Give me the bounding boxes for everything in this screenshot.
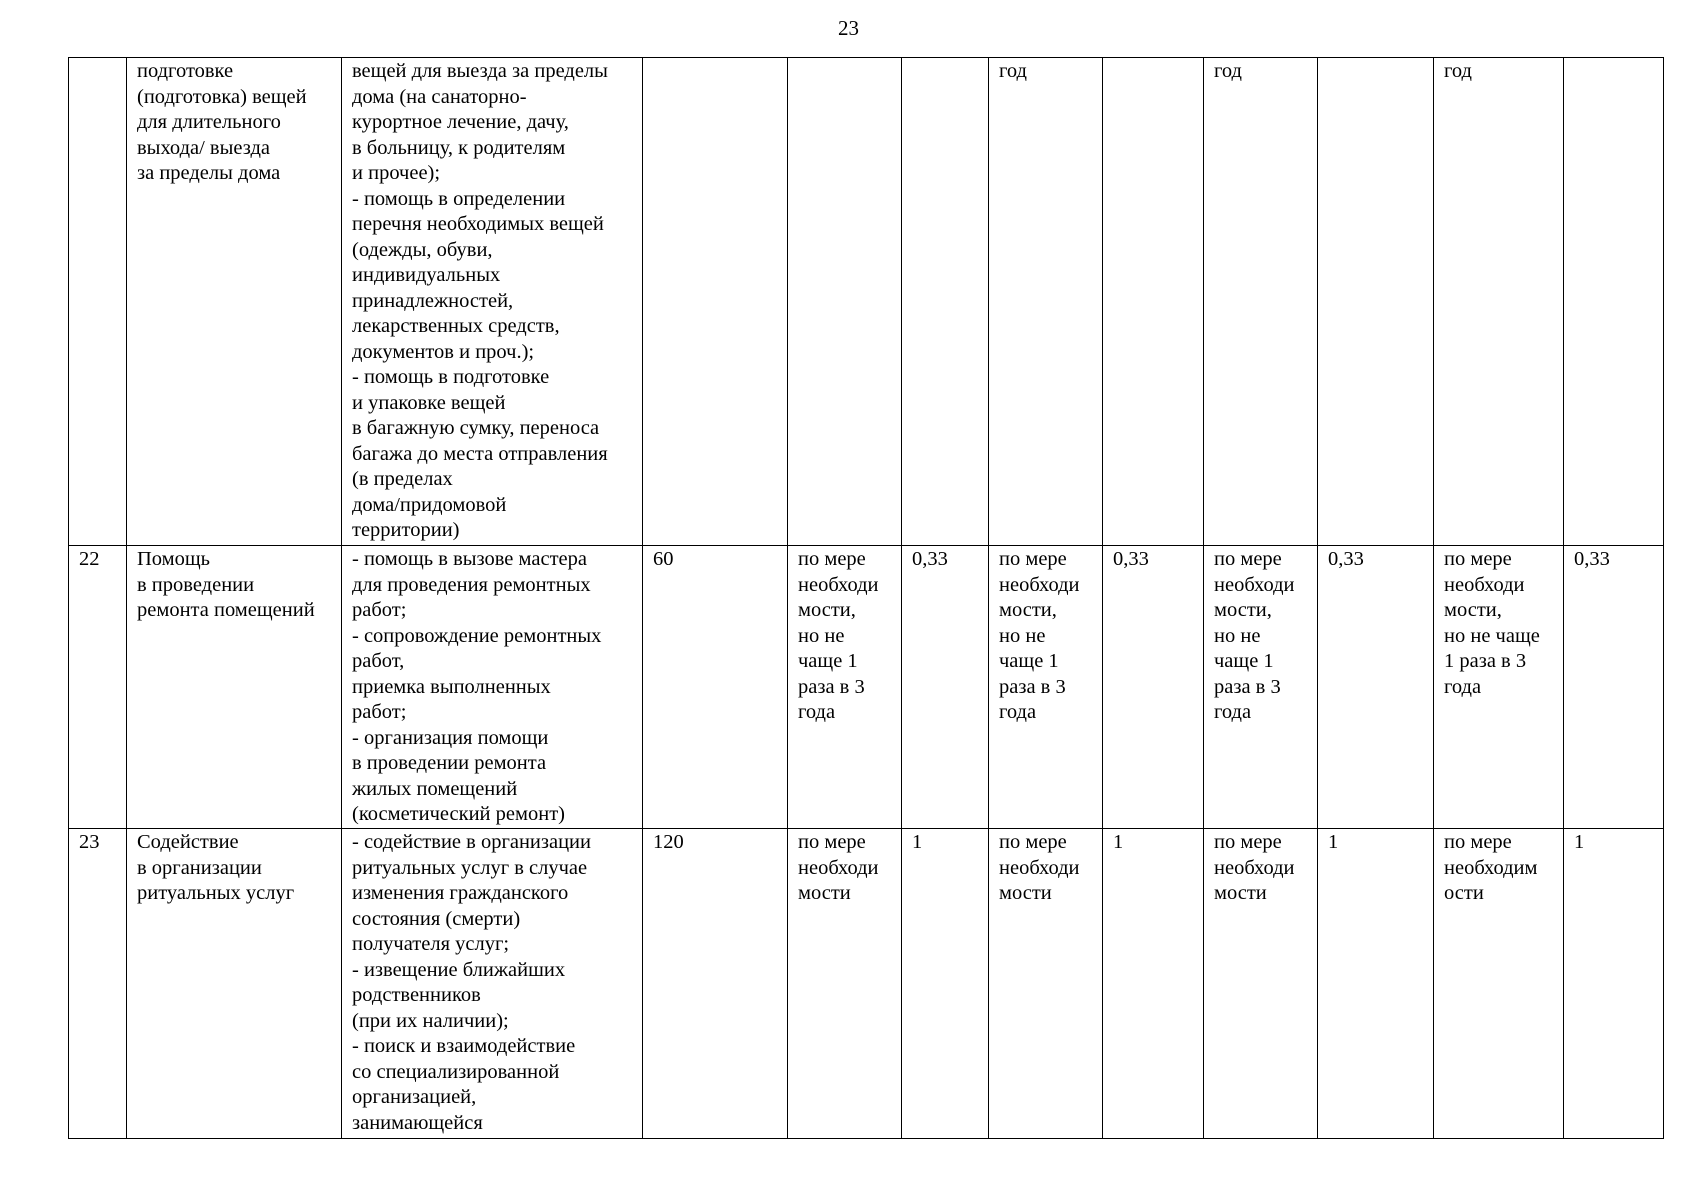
time-norm-cell: 60 [643,546,788,829]
quantity-cell: 0,33 [902,546,989,829]
quantity-cell [1564,58,1664,546]
frequency-cell: по мере необходи мости, но не чаще 1 раза в 3 года [989,546,1103,829]
quantity-cell: 1 [902,829,989,1139]
frequency-cell: по мере необходи мости [989,829,1103,1139]
row-number-cell: 23 [69,829,127,1139]
quantity-cell: 1 [1564,829,1664,1139]
frequency-cell: год [989,58,1103,546]
time-norm-cell: 120 [643,829,788,1139]
frequency-cell: по мере необходим ости [1434,829,1564,1139]
service-description-cell: - помощь в вызове мастера для проведения ремонтных работ; - сопровождение ремонтных работ, приемка выполненных работ; - организация помощи в проведении ремонта жилых помещений (косметический ремонт) [342,546,643,829]
services-table [68,57,1664,1139]
page-number: 23 [838,16,859,40]
frequency-cell [788,58,902,546]
service-description-cell: вещей для выезда за пределы дома (на санаторно- курортное лечение, дачу, в больницу, к родителям и прочее); - помощь в определении перечня необходимых вещей (одежды, обуви, индивидуальных принадлежностей, лекарственных средств, документов и проч.); - помощь в подготовке и упаковке вещей в багажную сумку, переноса багажа до места отправления (в пределах дома/придомовой территории) [342,58,643,546]
frequency-cell: по мере необходи мости, но не чаще 1 раза в 3 года [1204,546,1318,829]
table-row [69,829,1664,1139]
quantity-cell [902,58,989,546]
time-norm-cell [643,58,788,546]
quantity-cell: 0,33 [1318,546,1434,829]
table-row [69,58,1664,546]
quantity-cell [1103,58,1204,546]
quantity-cell: 1 [1103,829,1204,1139]
service-description-cell: - содействие в организации ритуальных услуг в случае изменения гражданского состояния (смерти) получателя услуг; - извещение ближайших родственников (при их наличии); - поиск и взаимодействие со специализированной организацией, занимающейся [342,829,643,1139]
quantity-cell: 0,33 [1103,546,1204,829]
row-number-cell [69,58,127,546]
table-row [69,546,1664,829]
frequency-cell: по мере необходи мости [788,829,902,1139]
quantity-cell: 0,33 [1564,546,1664,829]
quantity-cell: 1 [1318,829,1434,1139]
service-name-cell: Содействие в организации ритуальных услуг [127,829,342,1139]
frequency-cell: по мере необходи мости [1204,829,1318,1139]
service-name-cell: Помощь в проведении ремонта помещений [127,546,342,829]
frequency-cell: год [1204,58,1318,546]
row-number-cell: 22 [69,546,127,829]
quantity-cell [1318,58,1434,546]
frequency-cell: год [1434,58,1564,546]
frequency-cell: по мере необходи мости, но не чаще 1 раза в 3 года [1434,546,1564,829]
frequency-cell: по мере необходи мости, но не чаще 1 раза в 3 года [788,546,902,829]
service-name-cell: подготовке (подготовка) вещей для длительного выхода/ выезда за пределы дома [127,58,342,546]
